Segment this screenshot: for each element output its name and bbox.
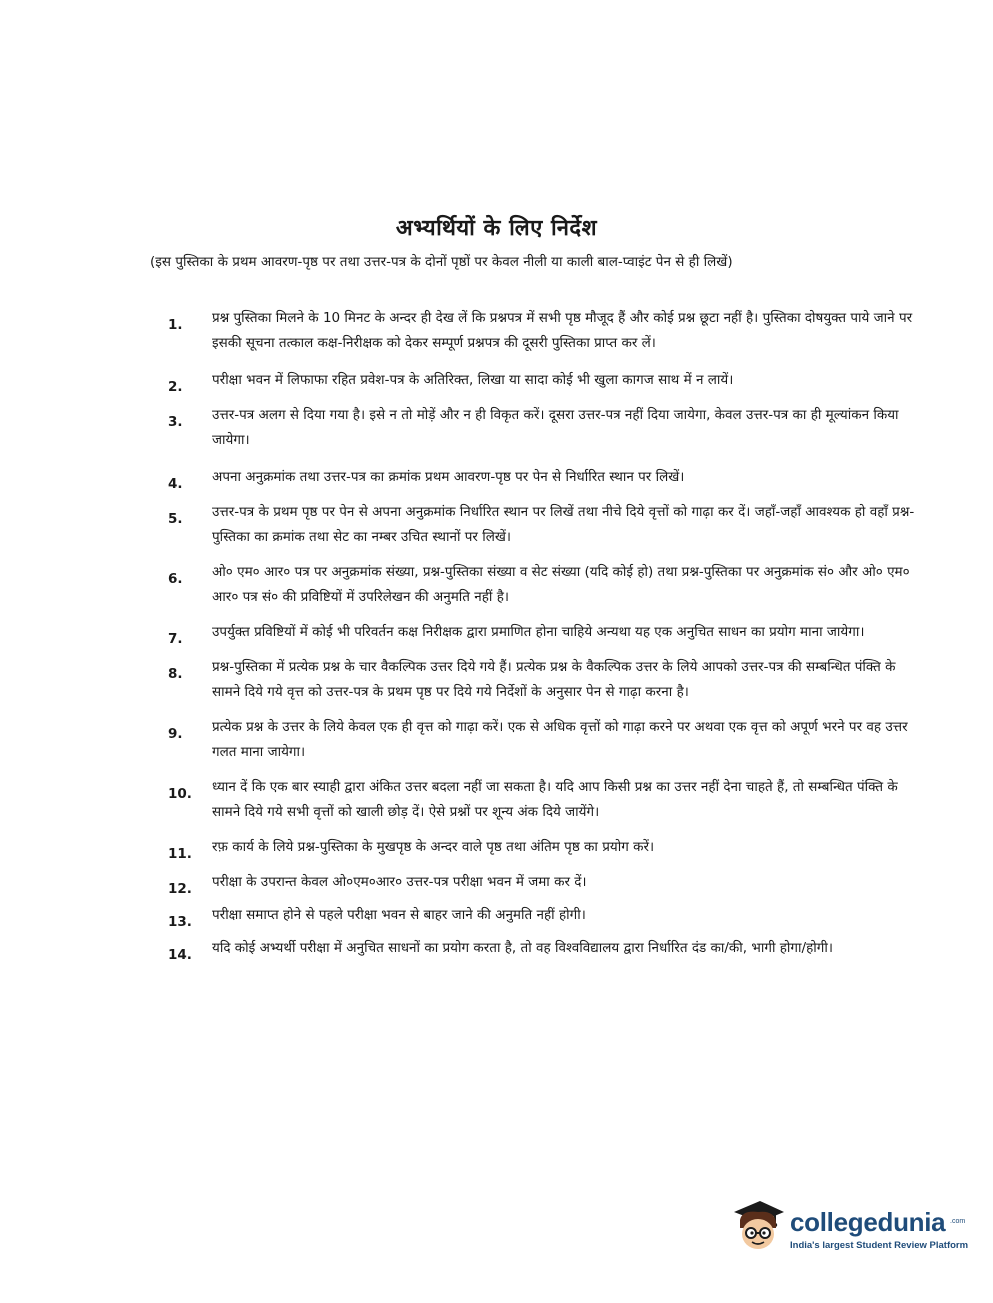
instruction-item bbox=[168, 775, 923, 825]
brand-domain-suffix: .com bbox=[950, 1218, 966, 1225]
instruction-text: यदि कोई अभ्यर्थी परीक्षा में अनुचित साधनों का प्रयोग करता है, तो वह विश्वविद्यालय द्वारा निर्धारित दंड का/की, भागी होगा/होगी। bbox=[212, 940, 833, 956]
instruction-item bbox=[168, 465, 923, 490]
instruction-number: 4. bbox=[168, 476, 183, 492]
instruction-text: उत्तर-पत्र के प्रथम पृष्ठ पर पेन से अपना अनुक्रमांक निर्धारित स्थान पर लिखें तथा नीचे दिये वृत्तों को गाढ़ा कर दें। जहाँ-जहाँ आवश्यक हो वहाँ प्रश्न-पुस्तिका का क्रमांक तथा सेट का नम्बर उचित स्थानों पर लिखें। bbox=[212, 504, 915, 545]
instruction-number: 8. bbox=[168, 666, 183, 682]
instruction-text: ध्यान दें कि एक बार स्याही द्वारा अंकित उत्तर बदला नहीं जा सकता है। यदि आप किसी प्रश्न का उत्तर नहीं देना चाहते हैं, तो सम्बन्धित पंक्ति के सामने दिये गये सभी वृत्तों को खाली छोड़ दें। ऐसे प्रश्नों पर शून्य अंक दिये जायेंगे। bbox=[212, 779, 898, 820]
instruction-text: प्रश्न-पुस्तिका में प्रत्येक प्रश्न के चार वैकल्पिक उत्तर दिये गये हैं। प्रत्येक प्रश्न के वैकल्पिक उत्तर के लिये आपको उत्तर-पत्र की सम्बन्धित पंक्ति के सामने दिये गये वृत्त को उत्तर-पत्र के प्रथम पृष्ठ पर दिये गये निर्देशों के अनुसार पेन से गाढ़ा करना है। bbox=[212, 659, 896, 700]
instruction-number: 1. bbox=[168, 317, 183, 333]
instruction-item bbox=[168, 903, 923, 928]
instruction-number: 3. bbox=[168, 414, 183, 430]
instruction-number: 2. bbox=[168, 379, 183, 395]
instruction-item bbox=[168, 368, 923, 393]
instruction-item bbox=[168, 500, 923, 550]
collegedunia-logo bbox=[730, 1196, 975, 1264]
page-subtitle: (इस पुस्तिका के प्रथम आवरण-पृष्ठ पर तथा उत्तर-पत्र के दोनों पृष्ठों पर केवल नीली या काली बाल-प्वाइंट पेन से ही लिखें) bbox=[150, 254, 733, 270]
instruction-number: 9. bbox=[168, 726, 183, 742]
student-mascot-icon bbox=[730, 1198, 786, 1254]
instruction-text: ओ० एम० आर० पत्र पर अनुक्रमांक संख्या, प्रश्न-पुस्तिका संख्या व सेट संख्या (यदि कोई हो) तथा प्रश्न-पुस्तिका पर अनुक्रमांक सं० और ओ० एम० आर० पत्र सं० की प्रविष्टियों में उपरिलेखन की अनुमति नहीं है। bbox=[212, 564, 910, 605]
instruction-number: 5. bbox=[168, 511, 183, 527]
page-title: अभ्यर्थियों के लिए निर्देश bbox=[395, 216, 598, 241]
brand-tagline: India's largest Student Review Platform bbox=[790, 1240, 969, 1251]
brand-name: collegedunia bbox=[790, 1207, 946, 1237]
instruction-item bbox=[168, 835, 923, 860]
instruction-number: 13. bbox=[168, 914, 192, 930]
instruction-item bbox=[168, 715, 923, 765]
instruction-text: उपर्युक्त प्रविष्टियों में कोई भी परिवर्तन कक्ष निरीक्षक द्वारा प्रमाणित होना चाहिये अन्यथा यह एक अनुचित साधन का प्रयोग माना जायेगा। bbox=[212, 624, 865, 640]
instruction-text: परीक्षा भवन में लिफाफा रहित प्रवेश-पत्र के अतिरिक्त, लिखा या सादा कोई भी खुला कागज साथ में न लायें। bbox=[212, 372, 734, 388]
instruction-item bbox=[168, 870, 923, 895]
instruction-text: रफ़ कार्य के लिये प्रश्न-पुस्तिका के मुखपृष्ठ के अन्दर वाले पृष्ठ तथा अंतिम पृष्ठ का प्रयोग करें। bbox=[212, 839, 655, 855]
instruction-item bbox=[168, 306, 923, 356]
instruction-number: 10. bbox=[168, 786, 192, 802]
instruction-item bbox=[168, 655, 923, 705]
instruction-number: 6. bbox=[168, 571, 183, 587]
instruction-text: परीक्षा के उपरान्त केवल ओ०एम०आर० उत्तर-पत्र परीक्षा भवन में जमा कर दें। bbox=[212, 874, 587, 890]
instruction-number: 14. bbox=[168, 947, 192, 963]
instruction-text: परीक्षा समाप्त होने से पहले परीक्षा भवन से बाहर जाने की अनुमति नहीं होगी। bbox=[212, 907, 586, 923]
instructions-list bbox=[168, 306, 923, 961]
instruction-text: प्रश्न पुस्तिका मिलने के 10 मिनट के अन्दर ही देख लें कि प्रश्नपत्र में सभी पृष्ठ मौजूद हैं और कोई प्रश्न छूटा नहीं है। पुस्तिका दोषयुक्त पाये जाने पर इसकी सूचना तत्काल कक्ष-निरीक्षक को देकर सम्पूर्ण प्रश्नपत्र की दूसरी पुस्तिका प्राप्त कर लें। bbox=[212, 310, 913, 351]
instruction-text: उत्तर-पत्र अलग से दिया गया है। इसे न तो मोड़ें और न ही विकृत करें। दूसरा उत्तर-पत्र नहीं दिया जायेगा, केवल उत्तर-पत्र का ही मूल्यांकन किया जायेगा। bbox=[212, 407, 899, 448]
instruction-number: 11. bbox=[168, 846, 192, 862]
instruction-number: 7. bbox=[168, 631, 183, 647]
instruction-item bbox=[168, 403, 923, 453]
instruction-text: प्रत्येक प्रश्न के उत्तर के लिये केवल एक ही वृत्त को गाढ़ा करें। एक से अधिक वृत्तों को गाढ़ा करने पर अथवा एक वृत्त को अपूर्ण भरने पर वह उत्तर गलत माना जायेगा। bbox=[212, 719, 908, 760]
instruction-item bbox=[168, 936, 923, 961]
instruction-number: 12. bbox=[168, 881, 192, 897]
instruction-text: अपना अनुक्रमांक तथा उत्तर-पत्र का क्रमांक प्रथम आवरण-पृष्ठ पर पेन से निर्धारित स्थान पर लिखें। bbox=[212, 469, 685, 485]
instruction-item bbox=[168, 620, 923, 645]
instruction-item bbox=[168, 560, 923, 610]
